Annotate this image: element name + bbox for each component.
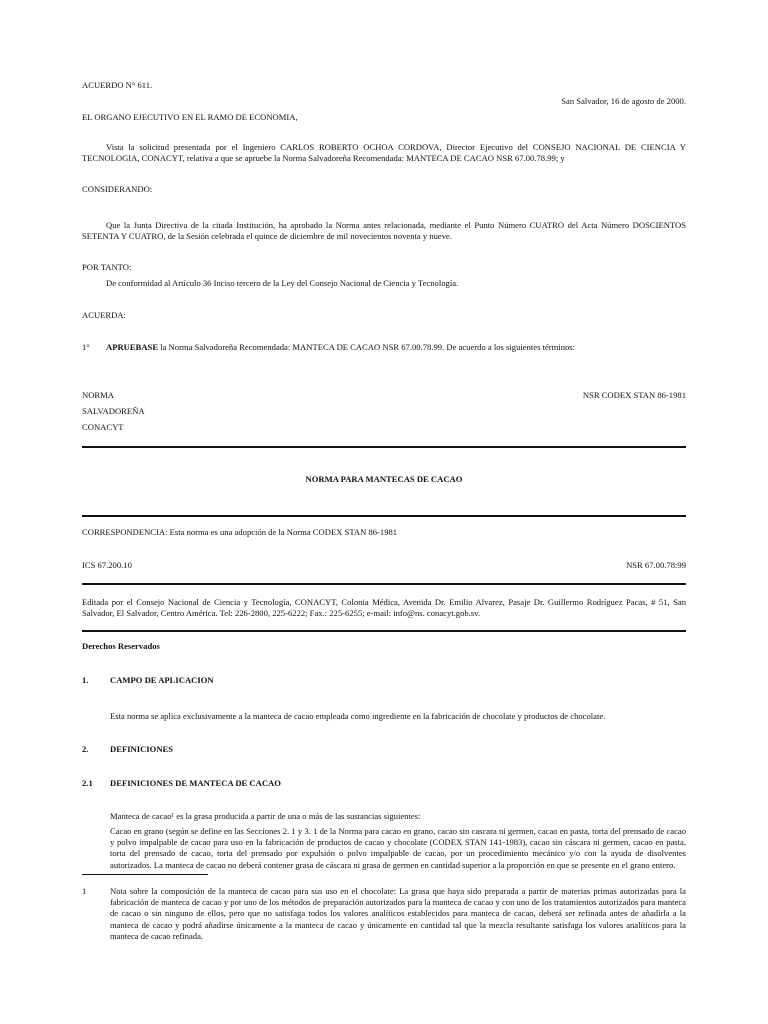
item-number: 1° — [82, 342, 90, 352]
norm-label-3: CONACYT — [82, 422, 124, 432]
footnote-text: Nota sobre la composición de la manteca de cacao para sus uso en el chocolate: La grasa que haya sido preparada a partir de materias primas autorizadas para la fabricación de manteca de cacao y por uno de los métodos de preparación autorizados para la manteca de cacao y con uno de los tratamientos autorizados para manteca de cacao o sin ninguno de ellos, pero que no satisfaga todos los valores analíticos establecidos para manteca de cacao, deberá ser refinada antes de añadirla a la manteca de cacao y podrá añadirse únicamente a la manteca de cacao y únicamente en cantidad tal que la mezcla resultante satisfaga los valores analíticos para la manteca de cacao refinada. — [110, 886, 686, 941]
norm-label-2: SALVADOREÑA — [82, 406, 145, 416]
section-2-title: DEFINICIONES — [110, 744, 174, 754]
norm-title: NORMA PARA MANTECAS DE CACAO — [305, 474, 463, 484]
definition-body: Cacao en grano (según se define en las Secciones 2. 1 y 3. 1 de la Norma para cacao en grano, cacao sin cascara ni germen, cacao en pasta, torta del prensado de cacao y polvo impalpable de cacao para uso en la fabricación de productos de cacao y chocolate (CODEX STAN 141-1983), cacao sin cáscara ni germen, cacao en pasta, torta del prensado de cacao, torta del prensado por expulsión o polvo impalpable de cacao, por un procedimiento mecánico y/o con la ayuda de disolventes autorizados. La manteca de cacao no deberá contener grasa de cáscara ni grasa de germen en cantidad superior a la proporción en que se presente en el grano entero. — [110, 826, 686, 870]
organ-heading: EL ORGANO EJECUTIVO EN EL RAMO DE ECONOMIA, — [82, 112, 298, 122]
divider-3 — [82, 583, 686, 585]
section-2-number: 2. — [82, 744, 89, 754]
scope-paragraph: Esta norma se aplica exclusivamente a la manteca de cacao empleada como ingrediente en la fabricación de chocolate y productos de chocolate. — [110, 711, 606, 721]
correspondence: CORRESPONDENCIA: Esta norma es una adopción de la Norma CODEX STAN 86-1981 — [82, 527, 398, 537]
section-1-title: CAMPO DE APLICACION — [110, 675, 214, 685]
considering-paragraph: Que la Junta Directiva de la citada Institución, ha aprobado la Norma antes relacionada, mediante el Punto Número CUATRO del Acta Número DOSCIENTOS SETENTA Y CUATRO, de la Sesión celebrada el quince de diciembre de mil novecientos noventa y nueve. — [82, 220, 686, 242]
agrees-label: ACUERDA: — [82, 310, 126, 320]
ics-code: ICS 67.200.10 — [82, 560, 132, 570]
section-1-number: 1. — [82, 675, 89, 685]
footnote-number: 1 — [82, 886, 87, 896]
nsr-code: NSR 67.00.78:99 — [626, 560, 686, 570]
item-paragraph — [106, 342, 575, 353]
divider-top — [82, 446, 686, 448]
definition-intro: Manteca de cacao¹ es la grasa producida a partir de una o más de las sustancias siguientes: — [110, 811, 421, 821]
footnote-divider — [82, 874, 208, 875]
norm-label-1: NORMA — [82, 390, 114, 400]
norm-code: NSR CODEX STAN 86-1981 — [582, 390, 686, 400]
therefore-paragraph: De conformidad al Artículo 36 Inciso tercero de la Ley del Consejo Nacional de Ciencia y Tecnología. — [106, 278, 459, 288]
section-2-1-number: 2.1 — [82, 778, 93, 788]
divider-2 — [82, 515, 686, 517]
divider-4 — [82, 630, 686, 632]
section-2-1-title: DEFINICIONES DE MANTECA DE CACAO — [110, 778, 281, 788]
place-date: San Salvador, 16 de agosto de 2000. — [561, 96, 686, 106]
agreement-number: ACUERDO N° 611. — [82, 80, 153, 90]
therefore-label: POR TANTO: — [82, 262, 132, 272]
publisher-info: Editada por el Consejo Nacional de Ciencia y Tecnología, CONACYT, Colonia Médica, Avenida Dr. Emilio Alvarez, Pasaje Dr. Guillermo Rodríguez Pacas, # 51, San Salvador, El Salvador, Centro América. Tel: 226-2800, 225-6222; Fax.: 225-6255; e-mail: info@ns. conacyt.gob.sv. — [82, 597, 686, 619]
rights-reserved: Derechos Reservados — [82, 641, 160, 651]
item-bold-word: APRUEBASE — [106, 342, 159, 352]
request-paragraph: Vista la solicitud presentada por el Ingeniero CARLOS ROBERTO OCHOA CORDOVA, Director Ejecutivo del CONSEJO NACIONAL DE CIENCIA Y TECNOLOGIA, CONACYT, relativa a que se apruebe la Norma Salvadoreña Recomendada: MANTECA DE CACAO NSR 67.00.78.99; y — [82, 142, 686, 164]
considering-label: CONSIDERANDO: — [82, 184, 153, 194]
item-text: la Norma Salvadoreña Recomendada: MANTECA DE CACAO NSR 67.00.78.99. De acuerdo a los siguientes términos: — [158, 342, 576, 352]
